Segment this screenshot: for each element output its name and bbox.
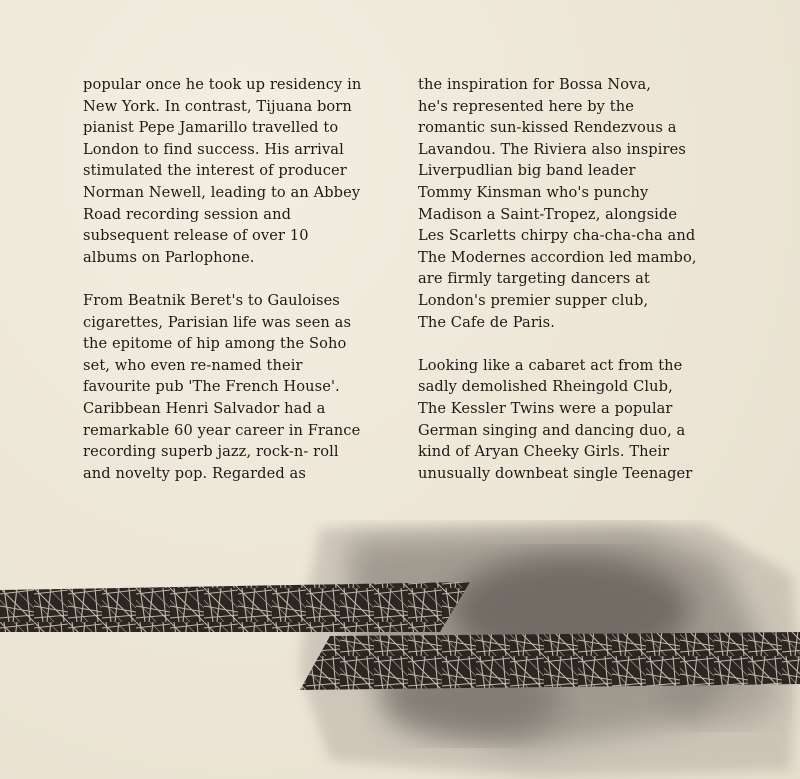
text-line: Tommy Kinsman who's punchy — [418, 183, 649, 201]
right-text-column — [418, 74, 758, 506]
text-line: albums on Parlophone. — [83, 248, 255, 266]
paragraph — [83, 290, 423, 484]
text-line: Looking like a cabaret act from the — [418, 356, 683, 374]
paragraph — [83, 74, 423, 268]
text-line: From Beatnik Beret's to Gauloises — [83, 291, 340, 309]
text-line: Norman Newell, leading to an Abbey — [83, 183, 361, 201]
text-line: The Kessler Twins were a popular — [418, 399, 673, 417]
text-line: set, who even re-named their — [83, 356, 303, 374]
text-line: romantic sun-kissed Rendezvous a — [418, 119, 677, 137]
text-line: the inspiration for Bossa Nova, — [418, 76, 652, 93]
text-line: The Cafe de Paris. — [418, 313, 556, 331]
text-line: unusually downbeat single Teenager — [418, 464, 693, 482]
text-line: Liverpudlian big band leader — [418, 162, 636, 180]
text-line: he's represented here by the — [418, 97, 634, 115]
text-line: German singing and dancing duo, a — [418, 421, 686, 439]
text-line: stimulated the interest of producer — [83, 162, 347, 180]
text-line: subsequent release of over 10 — [83, 227, 309, 245]
text-line: favourite pub 'The French House'. — [83, 378, 340, 396]
paragraph — [418, 355, 758, 485]
text-line: popular once he took up residency in — [83, 76, 362, 93]
text-line: cigarettes, Parisian life was seen as — [83, 313, 352, 331]
text-line: Les Scarletts chirpy cha-cha-cha and — [418, 227, 696, 245]
text-line: New York. In contrast, Tijuana born — [83, 97, 352, 115]
text-line: London's premier supper club, — [418, 291, 649, 309]
text-line: Caribbean Henri Salvador had a — [83, 399, 326, 417]
text-line: and novelty pop. Regarded as — [83, 464, 306, 482]
text-line: The Modernes accordion led mambo, — [418, 248, 697, 266]
text-line: Madison a Saint-Tropez, alongside — [418, 205, 678, 223]
text-line: London to find success. His arrival — [83, 140, 344, 158]
text-line: kind of Aryan Cheeky Girls. Their — [418, 443, 670, 461]
text-line: remarkable 60 year career in France — [83, 421, 361, 439]
text-line: the epitome of hip among the Soho — [83, 335, 347, 353]
text-line: recording superb jazz, rock-n- roll — [83, 443, 339, 461]
abstract-ink-artwork — [0, 520, 800, 779]
text-line: Road recording session and — [83, 205, 292, 223]
text-line: are firmly targeting dancers at — [418, 270, 650, 288]
patterned-stripe — [300, 632, 800, 690]
text-line: sadly demolished Rheingold Club, — [418, 378, 673, 396]
patterned-stripe — [0, 582, 470, 632]
left-text-column — [83, 74, 423, 506]
text-line: Lavandou. The Riviera also inspires — [418, 140, 686, 158]
paragraph — [418, 74, 758, 333]
text-line: pianist Pepe Jamarillo travelled to — [83, 119, 339, 137]
